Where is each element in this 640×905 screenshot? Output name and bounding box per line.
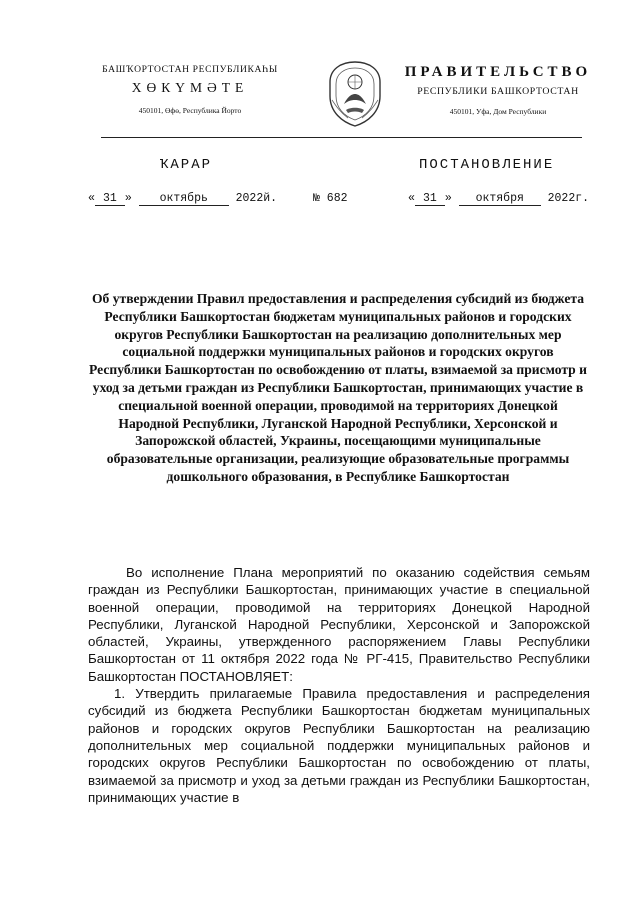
doc-type-postanovlenie: ПОСТАНОВЛЕНИЕ: [419, 157, 555, 173]
header-left-government: ХӨКҮМӘТЕ: [131, 80, 249, 95]
date-left-day: 31: [95, 192, 125, 206]
date-left-open-quote: «: [88, 192, 95, 205]
header-left-bashkir: [75, 64, 305, 115]
header-right-russian: [398, 64, 598, 116]
doc-number: № 682: [313, 192, 348, 205]
date-left-month: октябрь: [139, 192, 229, 206]
header-right-republic: РЕСПУБЛИКИ БАШКОРТОСТАН: [417, 86, 579, 97]
header-left-address: 450101, Өфө, Республика Йорто: [138, 106, 242, 115]
body-paragraph: Во исполнение Плана мероприятий по оказанию содействия семьям граждан из Республики Башкортостан, принимающих участие в специальной военной операции, проводимой на территориях Донецкой Народной Республики, Луганской Народной Республики, Херсонской и Запорожской областей, Украины, утвержденного распоряжением Главы Республики Башкортостан от 11 октября 2022 года № РГ-415, Правительство Республики Башкортостан ПОСТАНОВЛЯЕТ:: [88, 565, 590, 684]
date-right-open-quote: «: [408, 192, 415, 205]
header-divider: [101, 137, 582, 138]
date-right-close-quote: »: [444, 192, 452, 205]
date-bashkir: [88, 192, 277, 206]
bashkortostan-coat-of-arms-icon: [326, 60, 384, 128]
header-right-government: ПРАВИТЕЛЬСТВО: [404, 64, 592, 80]
date-right-month: октября: [459, 192, 541, 206]
header-right-address: 450101, Уфа, Дом Республики: [449, 107, 547, 116]
date-russian: [408, 192, 589, 206]
header-left-republic: БАШҠОРТОСТАН РЕСПУБЛИКАҺЫ: [102, 64, 278, 75]
document-body: [88, 564, 590, 806]
document-title: Об утверждении Правил предоставления и распределения субсидий из бюджета Республики Башкортостан бюджетам муниципальных районов и городских округов Республики Башкортостан на реализацию дополнительных мер социальной поддержки муниципальных районов и городских округов Республики Башкортостан по освобождению от платы, взимаемой за присмотр и уход за детьми граждан из Республики Башкортостан, принимающих участие в специальной военной операции, проводимой на территориях Донецкой Народной Республики, Луганской Народной Республики, Херсонской и Запорожской областей, Украины, посещающими муниципальные образовательные организации, реализующие образовательные программы дошкольного образования, в Республике Башкортостан: [89, 291, 587, 484]
date-left-year: 2022й.: [235, 192, 278, 205]
date-right-day: 31: [415, 192, 445, 206]
date-left-close-quote: »: [124, 192, 132, 205]
body-paragraph: 1. Утвердить прилагаемые Правила предоставления и распределения субсидий из бюджета Республики Башкортостан бюджетам муниципальных районов и городских округов Республики Башкортостан на реализацию дополнительных мер социальной поддержки муниципальных районов и городских округов Республики Башкортостан по освобождению от платы, взимаемой за присмотр и уход за детьми граждан из Республики Башкортостан, принимающих участие в: [88, 686, 590, 805]
doc-type-karar: ҠАРАР: [160, 157, 213, 173]
date-right-year: 2022г.: [547, 192, 590, 205]
